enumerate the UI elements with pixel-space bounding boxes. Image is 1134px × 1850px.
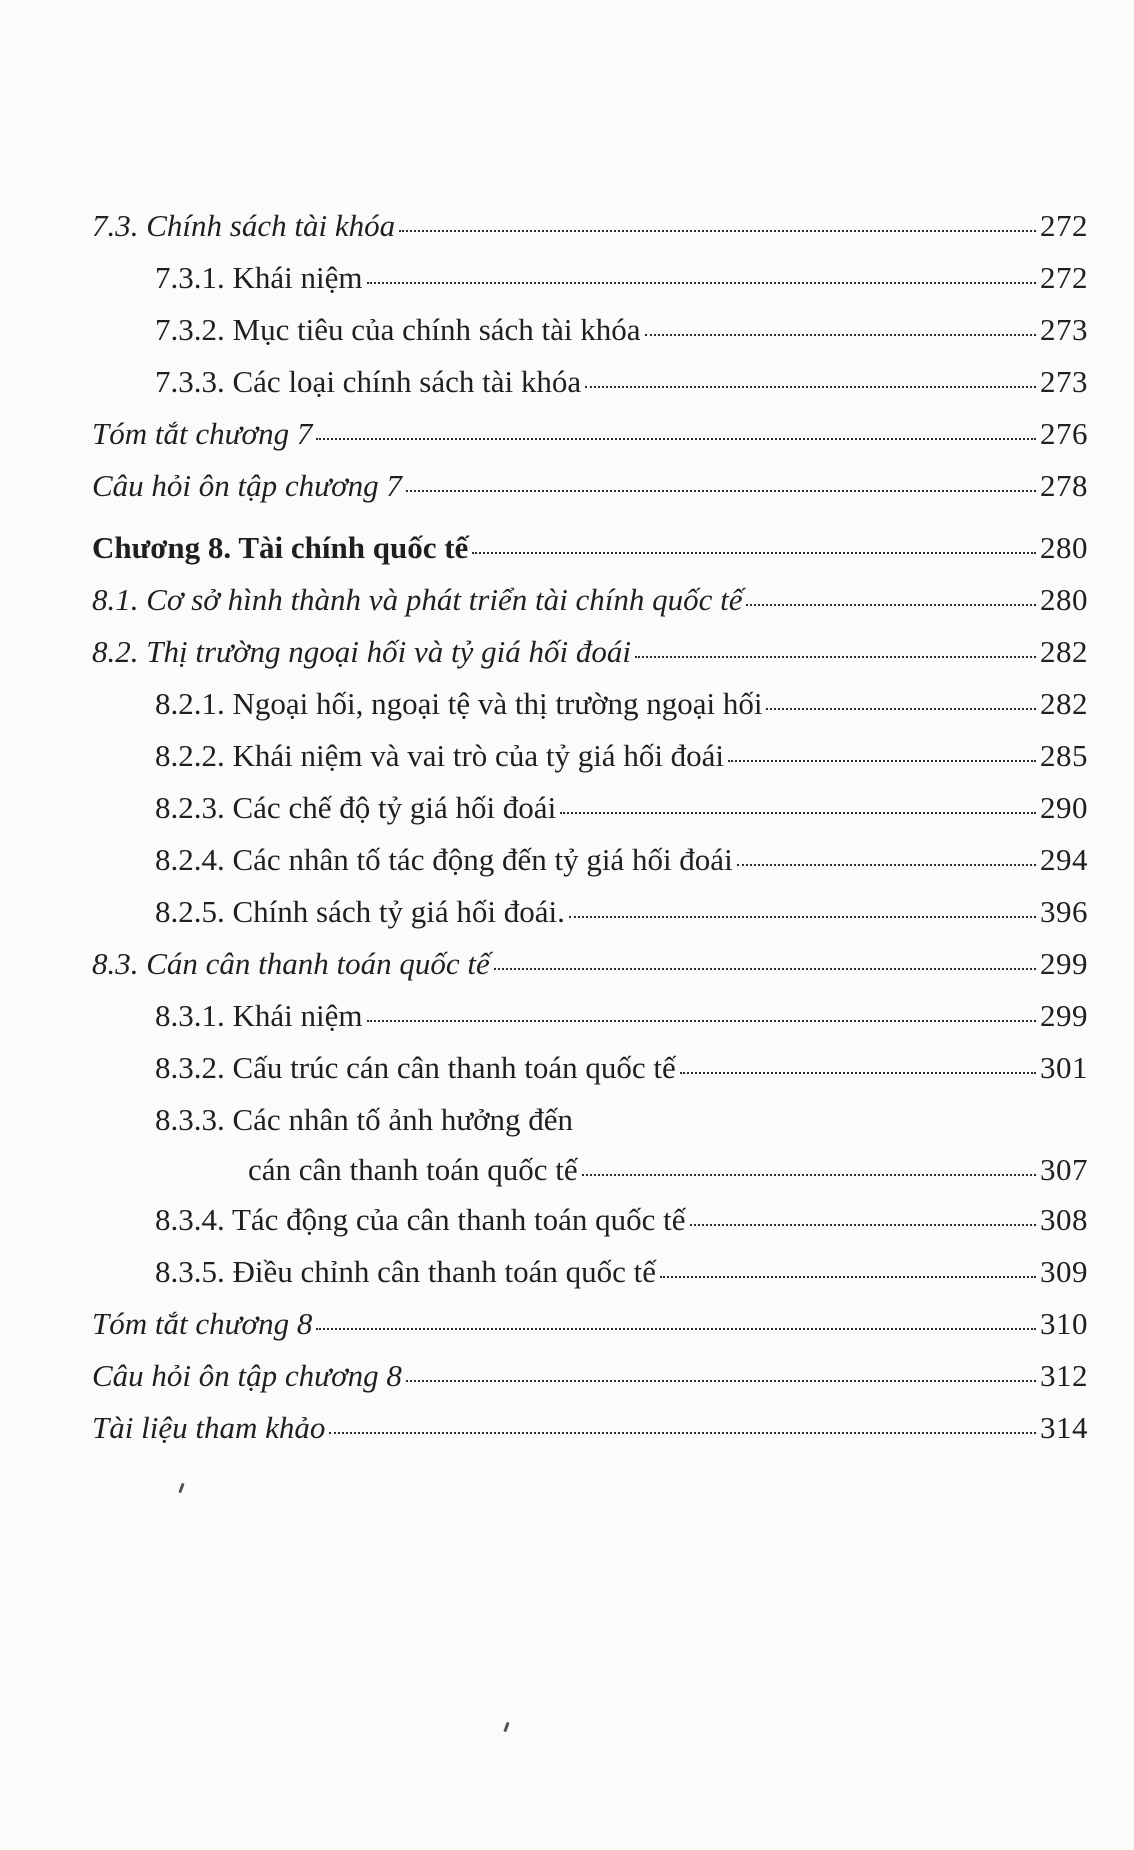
toc-entry-page: 282 (1040, 686, 1088, 721)
toc-entry-page: 396 (1040, 894, 1088, 929)
dot-leader (399, 230, 1036, 232)
toc-entry-7-3-1 (92, 252, 1088, 304)
toc-entry-label: 7.3.2. Mục tiêu của chính sách tài khóa (155, 312, 641, 347)
dot-leader (472, 552, 1036, 554)
toc-entry-page: 276 (1040, 416, 1088, 451)
toc-entry-page: 312 (1040, 1358, 1088, 1393)
toc-entry-summary-7 (92, 408, 1088, 460)
toc-entry-page: 280 (1040, 582, 1088, 617)
toc-entry-label: 8.3.2. Cấu trúc cán cân thanh toán quốc tế (155, 1050, 676, 1085)
toc-entry-page: 290 (1040, 790, 1088, 825)
toc-entry-8-2-4 (92, 834, 1088, 886)
toc-entry-page: 307 (1040, 1152, 1088, 1187)
dot-leader (582, 1174, 1036, 1176)
toc-entry-label: 8.2.2. Khái niệm và vai trò của tỷ giá hối đoái (155, 738, 725, 773)
dot-leader (367, 282, 1037, 284)
toc-entry-label: 8.2.5. Chính sách tỷ giá hối đoái. (155, 894, 565, 929)
toc-entry-continuation (92, 1146, 1088, 1194)
toc-entry-8-2-2 (92, 730, 1088, 782)
dot-leader (690, 1224, 1036, 1226)
toc-entry-8-3-4 (92, 1194, 1088, 1246)
toc-entry-page: 278 (1040, 468, 1088, 503)
toc-entry-page: 282 (1040, 634, 1088, 669)
toc-entry-7-3-3 (92, 356, 1088, 408)
toc-entry-label: 8.2. Thị trường ngoại hối và tỷ giá hối đoái (92, 634, 631, 669)
toc-entry-label: Tóm tắt chương 8 (92, 1306, 313, 1341)
dot-leader (766, 708, 1036, 710)
toc-entry-label: 7.3. Chính sách tài khóa (92, 208, 396, 243)
toc-entry-page: 314 (1040, 1410, 1088, 1445)
toc-entry-review-8 (92, 1350, 1088, 1402)
toc-entry-8-3-2 (92, 1042, 1088, 1094)
paper-speck (178, 1483, 184, 1493)
toc-entry-label: Tài liệu tham khảo (92, 1410, 326, 1445)
toc-entry-page: 272 (1040, 208, 1088, 243)
toc-entry-8-1 (92, 574, 1088, 626)
toc-entry-page: 273 (1040, 312, 1088, 347)
dot-leader (329, 1432, 1036, 1434)
toc-entry-page: 310 (1040, 1306, 1088, 1341)
dot-leader (367, 1020, 1037, 1022)
table-of-contents (92, 200, 1088, 1454)
toc-entry-label: Tóm tắt chương 7 (92, 416, 313, 451)
toc-entry-label: Câu hỏi ôn tập chương 7 (92, 468, 402, 503)
toc-entry-7-3 (92, 200, 1088, 252)
toc-entry-page: 280 (1040, 530, 1088, 565)
toc-entry-label: 8.1. Cơ sở hình thành và phát triển tài chính quốc tế (92, 582, 743, 617)
toc-entry-chapter-8 (92, 522, 1088, 574)
toc-entry-8-2-5 (92, 886, 1088, 938)
toc-entry-label: 8.3. Cán cân thanh toán quốc tế (92, 946, 490, 981)
toc-entry-label-continued: cán cân thanh toán quốc tế (248, 1152, 578, 1187)
dot-leader (660, 1276, 1036, 1278)
dot-leader (406, 1380, 1036, 1382)
dot-leader (728, 760, 1036, 762)
toc-entry-summary-8 (92, 1298, 1088, 1350)
toc-entry-page: 299 (1040, 998, 1088, 1033)
dot-leader (645, 334, 1036, 336)
dot-leader (569, 916, 1036, 918)
dot-leader (585, 386, 1036, 388)
toc-entry-label: 7.3.3. Các loại chính sách tài khóa (155, 364, 582, 399)
toc-entry-7-3-2 (92, 304, 1088, 356)
toc-entry-label: 8.2.3. Các chế độ tỷ giá hối đoái (155, 790, 557, 825)
toc-entry-8-2-3 (92, 782, 1088, 834)
toc-entry-page: 285 (1040, 738, 1088, 773)
toc-entry-8-3-1 (92, 990, 1088, 1042)
toc-entry-page: 299 (1040, 946, 1088, 981)
toc-entry-page: 273 (1040, 364, 1088, 399)
dot-leader (316, 438, 1036, 440)
toc-entry-page: 308 (1040, 1202, 1088, 1237)
toc-entry-8-3-5 (92, 1246, 1088, 1298)
toc-entry-label: 8.3.5. Điều chỉnh cân thanh toán quốc tế (155, 1254, 657, 1289)
toc-entry-8-3-3 (92, 1094, 1088, 1194)
toc-entry-label: Câu hỏi ôn tập chương 8 (92, 1358, 402, 1393)
toc-entry-label: 8.2.1. Ngoại hối, ngoại tệ và thị trường ngoại hối (155, 686, 763, 721)
toc-entry-label: 8.3.4. Tác động của cân thanh toán quốc tế (155, 1202, 686, 1237)
dot-leader (635, 656, 1036, 658)
toc-entry-label: 7.3.1. Khái niệm (155, 260, 363, 295)
toc-entry-8-3 (92, 938, 1088, 990)
toc-entry-review-7 (92, 460, 1088, 512)
dot-leader (737, 864, 1036, 866)
toc-entry-label: 8.3.3. Các nhân tố ảnh hưởng đến (155, 1102, 574, 1137)
dot-leader (560, 812, 1036, 814)
dot-leader (406, 490, 1036, 492)
toc-entry-page: 309 (1040, 1254, 1088, 1289)
toc-entry-page: 272 (1040, 260, 1088, 295)
toc-entry-label: 8.2.4. Các nhân tố tác động đến tỷ giá hối đoái (155, 842, 733, 877)
dot-leader (680, 1072, 1036, 1074)
dot-leader (494, 968, 1036, 970)
toc-entry-8-2-1 (92, 678, 1088, 730)
toc-entry-label: Chương 8. Tài chính quốc tế (92, 530, 469, 565)
toc-entry-page: 294 (1040, 842, 1088, 877)
toc-entry-references (92, 1402, 1088, 1454)
toc-entry-8-2 (92, 626, 1088, 678)
paper-speck (503, 1722, 509, 1732)
dot-leader (316, 1328, 1036, 1330)
dot-leader (746, 604, 1036, 606)
toc-entry-label: 8.3.1. Khái niệm (155, 998, 363, 1033)
toc-entry-page: 301 (1040, 1050, 1088, 1085)
